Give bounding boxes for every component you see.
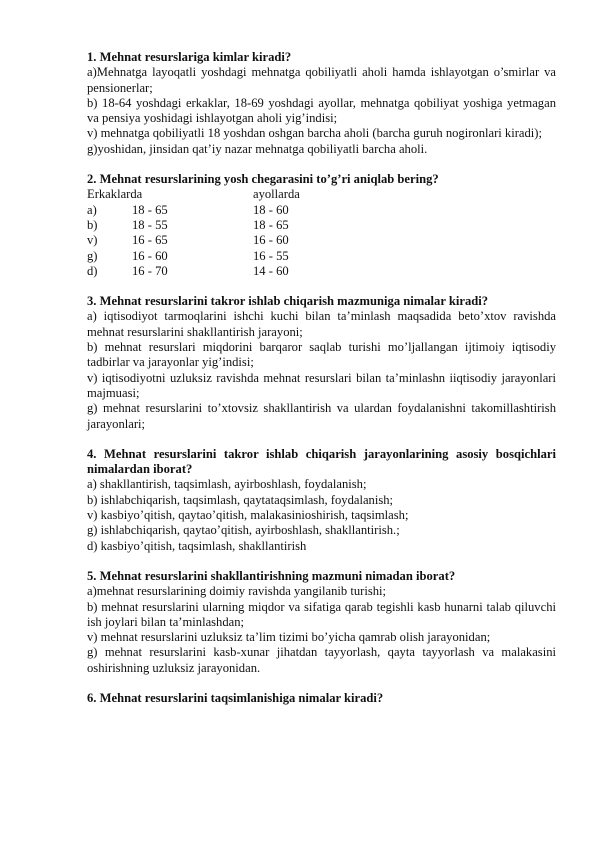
women-age-range: 16 - 55 xyxy=(253,248,289,263)
answer-option: b) ishlabchiqarish, taqsimlash, qaytataqsimlash, foydalanish; xyxy=(87,492,394,507)
age-table-row xyxy=(87,249,556,264)
answer-option: a)mehnat resurslarining doimiy ravishda yangilanib turishi; xyxy=(87,584,387,599)
age-table-row xyxy=(87,264,556,279)
answer-option: v) iqtisodiyotni uzluksiz ravishda mehnat resurslari bilan ta’minlashn iiqtisodiy jarayonlari majmuasi; xyxy=(87,370,556,400)
option-letter: v) xyxy=(87,233,98,248)
column-header-men: Erkaklarda xyxy=(87,187,143,202)
age-table-row xyxy=(87,233,556,248)
answer-option: v) mehnat resurslarini uzluksiz ta’lim tizimi bo’yicha qamrab olish jarayonidan; xyxy=(87,630,491,645)
answer-option: a)Mehnatga layoqatli yoshdagi mehnatga qobiliyatli aholi hamda ishlayotgan o’smirlar va pensionerlar; xyxy=(87,65,556,95)
question-title: 5. Mehnat resurslarini shakllantirishning mazmuni nimadan iborat? xyxy=(87,568,456,583)
women-age-range: 14 - 60 xyxy=(253,263,289,278)
option-letter: a) xyxy=(87,202,97,217)
question-5 xyxy=(87,569,556,676)
answer-option: g) ishlabchiqarish, qaytao’qitish, ayirboshlash, shakllantirish.; xyxy=(87,523,400,538)
age-table-row xyxy=(87,203,556,218)
column-header-women: ayollarda xyxy=(253,187,300,202)
men-age-range: 18 - 55 xyxy=(132,217,168,232)
answer-option: b) 18-64 yoshdagi erkaklar, 18-69 yoshdagi ayollar, mehnatga qobiliyat yoshiga yetmagan va pensiya yoshidagi ishlayotgan aholi yig’indisi; xyxy=(87,95,556,126)
age-table-row xyxy=(87,218,556,233)
answer-option: d) kasbiyo’qitish, taqsimlash, shakllantirish xyxy=(87,538,307,553)
answer-option: g)yoshidan, jinsidan qat’iy nazar mehnatga qobiliyatli barcha aholi. xyxy=(87,141,428,156)
women-age-range: 18 - 60 xyxy=(253,202,289,217)
option-letter: d) xyxy=(87,263,98,278)
option-letter: g) xyxy=(87,248,98,263)
men-age-range: 16 - 60 xyxy=(132,248,168,263)
women-age-range: 16 - 60 xyxy=(253,233,289,248)
men-age-range: 16 - 70 xyxy=(132,263,168,278)
answer-option: v) mehnatga qobiliyatli 18 yoshdan oshgan barcha aholi (barcha guruh nogironlari kiradi); xyxy=(87,126,542,141)
option-letter: b) xyxy=(87,217,98,232)
age-table-header xyxy=(87,187,556,202)
answer-option: a) iqtisodiyot tarmoqlarini ishchi kuchi bilan ta’minlash maqsadida beto’xtov ravishda mehnat resurslarini shakllantirish jarayoni; xyxy=(87,309,556,339)
answer-option: v) kasbiyo’qitish, qaytao’qitish, malakasinioshirish, taqsimlash; xyxy=(87,508,409,523)
question-1 xyxy=(87,50,556,157)
question-4 xyxy=(87,447,556,554)
question-title: 2. Mehnat resurslarining yosh chegarasini to’g’ri aniqlab bering? xyxy=(87,172,439,187)
answer-option: b) mehnat resurslarini ularning miqdor va sifatiga qarab tegishli kasb hunarni talab qiluvchi ish joylari bilan ta’minlashdan; xyxy=(87,599,556,629)
question-title: 1. Mehnat resurslariga kimlar kiradi? xyxy=(87,50,292,64)
answer-option: g) mehnat resurslarini to’xtovsiz shakllantirish va ulardan foydalanishni takomillashtirish jarayonlari; xyxy=(87,401,556,431)
question-2 xyxy=(87,172,556,279)
question-title: 4. Mehnat resurslarini takror ishlab chiqarish jarayonlarining asosiy bosqichlari nimalardan iborat? xyxy=(87,446,556,477)
question-6 xyxy=(87,691,556,706)
women-age-range: 18 - 65 xyxy=(253,217,289,232)
answer-option: g) mehnat resurslarini kasb-xunar jihatdan tayyorlash, qayta tayyorlash va malakasini oshirishning uzluksiz jarayonidan. xyxy=(87,645,556,675)
question-title: 6. Mehnat resurslarini taqsimlanishiga nimalar kiradi? xyxy=(87,690,384,705)
men-age-range: 16 - 65 xyxy=(132,233,168,248)
question-3 xyxy=(87,294,556,432)
men-age-range: 18 - 65 xyxy=(132,202,168,217)
question-title: 3. Mehnat resurslarini takror ishlab chiqarish mazmuniga nimalar kiradi? xyxy=(87,294,489,309)
answer-option: a) shakllantirish, taqsimlash, ayirboshlash, foydalanish; xyxy=(87,477,367,492)
answer-option: b) mehnat resurslari miqdorini barqaror saqlab turishi mo’ljallangan ijtimoiy iqtisodiy tadbirlar va jarayonlar yig’indisi; xyxy=(87,340,556,370)
